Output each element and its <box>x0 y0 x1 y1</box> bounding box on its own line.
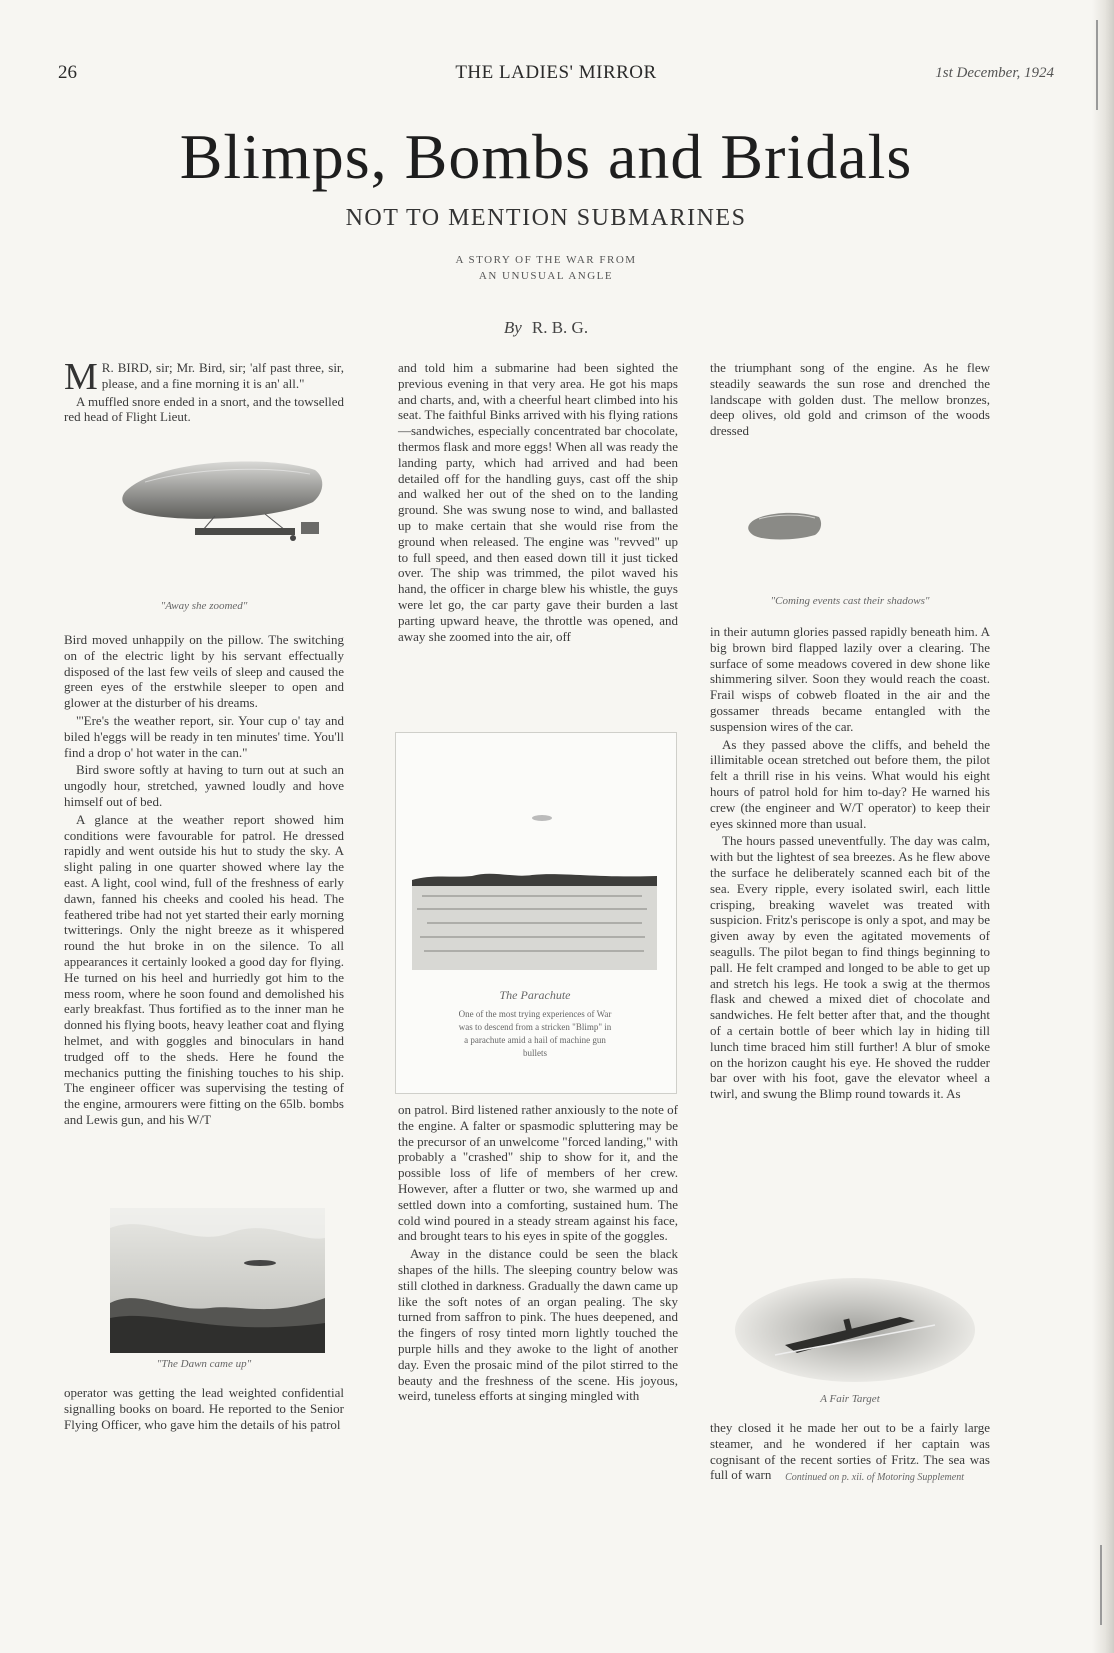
masthead: THE LADIES' MIRROR <box>455 62 657 83</box>
caption-line: was to descend from a stricken "Blimp" in <box>458 1022 612 1032</box>
dawn-illustration <box>110 1208 325 1353</box>
edge-mark-top <box>1096 20 1098 110</box>
kicker-line-2: AN UNUSUAL ANGLE <box>478 270 614 282</box>
paragraph: A muffled snore ended in a snort, and the towselled red head of Flight Lieut. <box>64 393 344 425</box>
paragraph: Away in the distance could be seen the black shapes of the hills. The sleeping country below was still clothed in darkness. Gradually the dawn came up like the soft notes of an organ pealing. The sky turned from saffron to pink. The hues deepened, and the fingers of rosy tinted morn lightly touched the purple hills and they awoke to the light of another day. Even the prosaic mind of the pilot stirred to the beauty and the freshness of the scene. His joyous, weird, tuneless efforts at singing mingled with <box>398 1246 678 1404</box>
paragraph: A glance at the weather report showed him conditions were favourable for patrol. He dressed rapidly and went outside his hut to study the sky. A slight paling in one quarter showed where lay the east. A light, cool wind, full of the freshness of early dawn, fanned his cheeks and cooled his head. The feathered tribe had not yet started their early morning twitterings. Only the night breeze as it whispered round the hut broke in on the silence. To all appearances it certainly looked a good day for flying. He turned on his heel and hurriedly got him to the mess room, where he soon found and demolished his early breakfast. Thus fortified as to the inner man he donned his flying boots, heavy leather coat and flying helmet, and with goggles and binoculars in hand trudged off to the sheds. Here he found the mechanics putting the finishing touches to his ship. The engineer officer was supervising the testing of the engine, armourers were fitting on the 65lb. bombs and Lewis gun, and his W/T <box>64 811 344 1127</box>
parachute-illustration <box>412 790 657 970</box>
column-3-mid <box>710 624 990 1104</box>
paragraph: The hours passed uneventfully. The day was calm, with but the lightest of sea breezes. As he flew above the surface he deliberately scanned each bit of the sea. Every ripple, every isolated swirl, each little crisping, breaking wavelet was treated with suspicion. Fritz's periscope is only a spot, and may be given away by even the agitated movements of seagulls. The pilot began to find things beginning to pall. He felt cramped and longed to be able to get up and stretch his legs. He took a swig at the thermos flask and chewed a mixed diet of chocolate and sandwiches. He felt better after that, and the thought of a certain bottle of beer which lay in hiding till lunch time braced him still further! A blur of smoke on the horizon caught his eye. He shoved the rudder bar over with his foot, gave the elevator wheel a twirl, and swung the Blimp round towards it. As <box>710 833 990 1102</box>
paragraph: and told him a submarine had been sighted the previous evening in that very area. He got his maps and charts, and, with a cheerful heart climbed into his seat. The faithful Binks arrived with his flying rations—sandwiches, especially concentrated bar chocolate, thermos flask and more eggs! When all was ready the landing party, which had arrived and had been detailed off for the handling guys, cast off the ship and walked her out of the shed on to the landing ground. She was swung nose to wind, and ballasted up to make certain that she would rise from the ground when released. The engine was "revved" up to full speed, and then eased down till it just ticked over. The ship was trimmed, the pilot waved his hand, the officer in charge blew his whistle, the guys were let go, the car party gave their burden a last parting upward heave, the throttle was opened, and away she zoomed into the air, off <box>398 360 678 644</box>
caption-line: bullets <box>523 1048 547 1058</box>
figure-3-caption-title: The Parachute <box>499 988 571 1002</box>
caption-line: a parachute amid a hail of machine gun <box>464 1035 606 1045</box>
caption-line: One of the most trying experiences of War <box>458 1009 612 1019</box>
drop-cap: M <box>64 356 98 398</box>
paragraph <box>64 356 344 398</box>
paragraph: they closed it he made her out to be a fairly large steamer, and he wondered if her captain was cognisant of the recent sorties of Fritz. The sea was full of warn <box>710 1420 990 1483</box>
issue-date: 1st December, 1924 <box>935 65 1054 81</box>
paragraph: on patrol. Bird listened rather anxiously to the note of the engine. A falter or spasmodic spluttering may be the precursor of an unwelcome "forced landing," with probably a "crashed" ship to show for it, and the possible loss of life of members of her crew. However, after a flutter or two, she warmed up and settled down into a comforting, sustained hum. The cold wind poured in a steady stream against his face, and brought tears to his eyes in spite of the goggles. <box>398 1102 678 1244</box>
article-title: Blimps, Bombs and Bridals <box>179 121 913 192</box>
paragraph: the triumphant song of the engine. As he flew steadily seawards the sun rose and drenched the landscape with golden dust. The mellow bronzes, deep olives, old gold and crimson of the woods dressed <box>710 360 990 439</box>
continued-note: Continued on p. xii. of Motoring Supplement <box>785 1472 964 1483</box>
blimp-shadow-illustration <box>745 505 825 545</box>
column-1-top <box>64 356 344 427</box>
column-2-top <box>398 360 678 646</box>
article-subtitle: NOT TO MENTION SUBMARINES <box>345 205 747 231</box>
figure-5-caption: A Fair Target <box>820 1393 880 1405</box>
kicker-line-1: A STORY OF THE WAR FROM <box>455 254 637 266</box>
article-kicker <box>0 252 1092 284</box>
byline-prefix: By <box>503 318 522 337</box>
byline-author: R. B. G. <box>531 318 589 337</box>
page-number: 26 <box>58 62 77 83</box>
column-1-bottom <box>64 1385 344 1434</box>
paragraph: Bird swore softly at having to turn out at such an ungodly hour, stretched, yawned loudly and hove himself out of bed. <box>64 762 344 809</box>
paragraph: Bird moved unhappily on the pillow. The switching on of the electric light by his servant effectually disposed of the last few veils of sleep and caused the green eyes of the erstwhile sleeper to open and glower at the disturber of his dreams. <box>64 632 344 711</box>
page-header <box>58 62 1054 88</box>
column-3-top <box>710 360 990 441</box>
column-1-mid <box>64 632 344 1130</box>
figure-4-caption: "Coming events cast their shadows" <box>770 595 930 607</box>
byline <box>0 318 1092 338</box>
paragraph: in their autumn glories passed rapidly beneath him. A big brown bird flapped lazily over a clearing. The surface of some meadows covered in dew shone like shimmering silver. Soon they would reach the coast. Frail wisps of cobweb floated in the air and the gossamer threads became entangled with the suspension wires of the car. <box>710 624 990 734</box>
page-edge <box>1092 0 1114 1653</box>
column-2-bottom <box>398 1102 678 1406</box>
airship-illustration <box>115 452 330 557</box>
paragraph: "'Ere's the weather report, sir. Your cup o' tay and biled h'eggs will be ready in ten minutes' time. You'll find a drop o' hot water in the can." <box>64 712 344 760</box>
paragraph: operator was getting the lead weighted confidential signalling books on board. He reported to the Senior Flying Officer, who gave him the details of his patrol <box>64 1385 344 1432</box>
figure-2-caption: "The Dawn came up" <box>156 1358 252 1370</box>
figure-1-caption: "Away she zoomed" <box>160 600 248 612</box>
paragraph-text: R. BIRD, sir; Mr. Bird, sir; 'alf past three, sir, please, and a fine morning it is an' all." <box>101 360 344 391</box>
steamer-illustration <box>735 1275 975 1385</box>
figure-3-caption-text <box>400 1008 670 1060</box>
paragraph: As they passed above the cliffs, and beheld the illimitable ocean stretched out before them, the pilot felt a thrill rise in his veins. What would his eight hours of patrol hold for him to-day? He warned his crew (the engineer and W/T operator) to keep their eyes skinned more than usual. <box>710 736 990 831</box>
edge-mark-bottom <box>1100 1545 1102 1625</box>
